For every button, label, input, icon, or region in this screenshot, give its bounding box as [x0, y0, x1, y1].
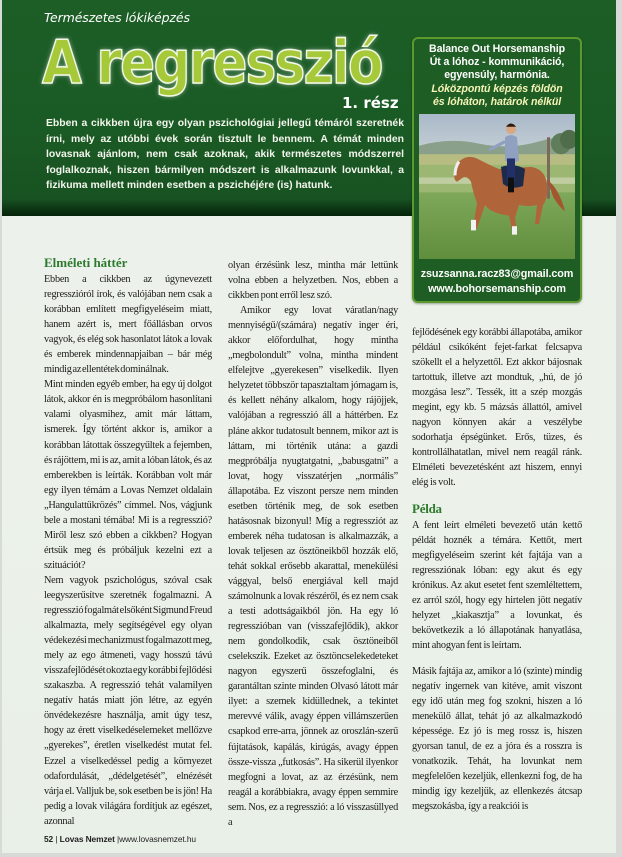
section-heading-theory: Elméleti háttér: [44, 255, 128, 270]
paragraph: A fent leírt elméleti bevezető után kettő példát hoznék a témára. Kettőt, mert megfigyeléseim szerint két fajtája van a regressziónak lóban: egy akut és egy krónikus. Az akut esetet fent szemléltettem, ez arról szól, hogy egy hirtelen jött negatív helyzet „kiakasztja” a lovunkat, és bekövetkezik a ló állapotának hanyatlása, mint ahogyan fent is leírtam.: [412, 519, 582, 651]
promo-email-link[interactable]: zsuzsanna.racz83@gmail.com: [420, 268, 574, 280]
promo-tagline: [414, 43, 580, 109]
horse-rider-photo: [419, 114, 575, 259]
lead-paragraph: Ebben a cikkben újra egy olyan pszichológiai jellegű témáról szeretnék írni, mely az utóbbi évek során tisztult le bennem. A témát minden lovasnak ajánlom, nem csak azoknak, akik természetes módszerrel foglalkoznak, hiszen bármilyen módszert is alkalmazunk lovunkkal, a fizikuma mellett minden esetben a pszichéjére (is) hatunk.: [46, 118, 404, 192]
paragraph: Mint minden egyéb ember, ha egy új dolgot látok, akkor én is megpróbálom hasonlítani valami olyasmihez, amit már láttam, ismerek. Így történt akkor is, amikor a korábban látottak összegyűltek a fejemben, és rájöttem, mi is az, amit a lóban látok, és az emberekben is leírták. Korábban volt már egy ilyen témám a Lovas Nemzet oldalain „Hangulattükrözés” címmel. Nos, vágjunk bele a mostani témába! Mi is a regresszió? Miről lesz szó ebben a cikkben? Hogyan értsük meg és próbáljuk kezelni ezt a szituációt?: [44, 379, 212, 571]
page-number: 52: [44, 834, 54, 844]
footer-separator: |: [55, 834, 58, 844]
magazine-page: [2, 0, 616, 853]
paragraph: fejlődésének egy korábbi állapotába, amikor például csikóként fejet-farkat felcsapva szökellt el a helyzettől. Ezt akkor bájosnak tartottuk, illetve azt mondtuk, „hú, de jó mozgása lesz”. Tessék, itt a szép mozgás megint, egy kb. 5 mázsás állattól, amivel nagyon könnyen akár a veszélybe sodorhatja épségünket. Erős, tüzes, és kontrollálhatatlan, mivel nem reagál ránk. Elméleti bevezetésként azt hiszem, ennyi elég is volt.: [412, 327, 582, 489]
promo-line: és lóháton, határok nélkül: [432, 95, 562, 108]
section-kicker: Természetes lókiképzés: [44, 10, 190, 25]
promo-line: Lóközpontú képzés földön: [431, 82, 563, 95]
section-heading-example: Példa: [412, 500, 442, 516]
paragraph: Amikor egy lovat váratlan/nagy mennyiségű/(számára) negatív inger éri, akkor előfordulhat, hogy mintha „megbolondult” volna, mintha mindent elfelejtve „gyerekesen” viselkedik. Ilyen helyzetet többször tapasztaltam jómagam is, és kellett néhány alkalom, hogy rájöjjek, valójában a regresszió áll a háttérben. Ez pláne akkor tudatosult bennem, mikor azt is láttam, mi történik utána: a gazdi megpróbálja nyugtatgatni, „babusgatni” a lovat, hogy visszatérjen „normális” állapotába. Ez viszont persze nem minden esetben történik meg, de sok esetben hatásosnak bizonyul! Míg a regressziót az emberek néha tudatosan is alkalmazzák, a lovak teljesen az ösztöneikből hozzák elő, tehát sokkal erősebb akarattal, menekülési vággyal, belső energiával kell majd számolnunk a lovak részéről, és ez nem csak a testi adottságaikból jön. Ha egy ló regresszióban van (visszafejlődik), akkor nem gondolkodik, csak ösztöneiből cselekszik. Ezeket az ösztöncselekedeteket nagyon egyszerű összefoglalni, és garantáltan szinte minden Olvasó látott már ilyet: a szemek kidüllednek, a tekintet merevvé válik, avagy éppen villámszerűen csapkod erre-arra, jönnek az oroszlán-szerű fújtatások, kapálás, kirúgás, avagy éppen össze-vissza „futkosás”. Ha sikerül ilyenkor megfogni a lovat, az az érzésünk, nem reagál a korábbiakra, avagy éppen semmire sem. Nos, ez a regresszió: a ló visszasüllyed a: [228, 305, 398, 828]
promo-website-link[interactable]: www.bohorsemanship.com: [428, 283, 566, 295]
promo-box: [412, 37, 582, 303]
page-footer: [44, 834, 196, 845]
article-column-3: [412, 325, 582, 814]
promo-line: egyensúly, harmónia.: [444, 69, 550, 82]
paragraph: olyan érzésünk lesz, mintha már lettünk volna ebben a helyzetben. Nos, ebben a cikkben pont erről lesz szó.: [228, 260, 398, 302]
part-label: 1. rész: [342, 94, 399, 112]
paragraph: Másik fajtája az, amikor a ló (szinte) mindig negatív ingernek van kitéve, amit viszont egy idő után meg fog szokni, hiszen a ló menekülő állat, tehát jó az alkalmazkodó képessége. Ez jó is meg rossz is, hiszen gyorsan tanul, de ez a jóra és a rosszra is vonatkozik. Tehát, ha lovunkat nem megfelelően kezeljük, ellenkezni fog, de ha mindig így kezeljük, az ellenkezés átcsap megszokásba, így a reakciói is: [412, 665, 582, 813]
article-column-2: [228, 258, 398, 830]
paragraph: Nem vagyok pszichológus, szóval csak leegyszerűsítve szeretnék fogalmazni. A regresszió fogalmát elsőként Sigmund Freud alkalmazta, mely segítségével egy olyan védekezési mechanizmust fogalmazott meg, mely az ego átmeneti, vagy hosszú távú visszafejlődését okozta egy korábbi fejlődési szakaszba. A regresszió tehát valamilyen negatív hatás miatt jön létre, az egyén önvédekezésre használja, amit úgy tesz, hogy az érett viselkedéselemeket mellőzve „gyerekes”, éretlen viselkedést mutat fel. Ezzel a viselkedéssel pedig a környezet odafordulását, „dédelgetését”, elnézését várja el. Valljuk be, sok esetben be is jön! Ha pedig a lovak világára fordítjuk az egészet, azonnal: [44, 574, 212, 827]
article-column-1: [44, 272, 212, 829]
article-title: A regresszió: [42, 28, 382, 98]
promo-brand: Balance Out Horsemanship: [429, 43, 565, 55]
magazine-url-link[interactable]: www.lovasnemzet.hu: [119, 834, 196, 844]
paragraph: Ebben a cikkben az úgynevezett regresszióról írok, és valójában nem csak a korábban említett megfigyeléseim miatt, hanem azért is, mert főállásban orvos vagyok, és elég sok hasonlatot látok a lovak és emberek mindennapjaiban – bár még mindig az ellentétek dominálnak.: [44, 274, 212, 376]
horse-rider-photo-icon: [419, 114, 575, 259]
promo-line: Út a lóhoz - kommunikáció,: [429, 56, 565, 69]
promo-contact: [414, 267, 580, 297]
magazine-name: Lovas Nemzet: [59, 834, 115, 844]
footer-separator: |: [117, 834, 120, 844]
